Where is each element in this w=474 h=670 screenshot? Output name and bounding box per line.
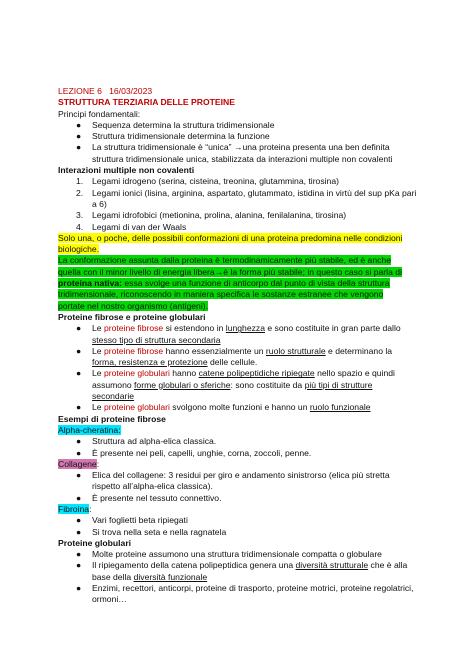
list-item-continuation: assumono forme globulari o sferiche: sono costituite da più tipi di strutture (92, 379, 373, 390)
bullet-icon: ● (76, 549, 82, 560)
list-item: ● Molte proteine assumono una struttura tridimensionale compatta o globulare (76, 549, 382, 560)
list-item: ● Le proteine globulari hanno catene polipeptidiche ripiegate nello spazio e quindi (76, 368, 395, 379)
bullet-icon: ● (76, 323, 82, 334)
green-highlight-line: La conformazione assunta dalla proteina è termodinamicamente più stabile, ed è anche (58, 255, 391, 266)
numbered-item-continuation: a 6) (92, 198, 107, 209)
bullet-icon: ● (76, 368, 82, 379)
bullet-icon: ● (76, 515, 82, 526)
bullet-icon: ● (76, 345, 82, 356)
list-item-continuation: rispetto all’alpha-elica classica). (92, 481, 213, 492)
bullet-icon: ● (76, 583, 82, 594)
bullet-icon: ● (76, 560, 82, 571)
document-page (58, 86, 418, 606)
list-item: ● Le proteine fibrose si estendono in lunghezza e sono costituite in gran parte dallo (76, 323, 401, 334)
list-item-continuation: struttura tridimensionale unica, stabilizzata da interazioni multiple non covalenti (92, 153, 393, 164)
native-protein-term: proteina nativa: (58, 278, 122, 289)
bullet-icon: ● (76, 526, 82, 537)
bullet-icon: ● (76, 119, 82, 130)
green-highlight-line: portate nel nostro organismo (antigeni). (58, 300, 208, 311)
numbered-item: 2. Legami ionici (lisina, arginina, aspartato, glutammato, istidina in virtù del sup pKa pari (76, 187, 417, 198)
collagen-label: Collagene: (58, 458, 100, 469)
list-item-continuation: ormoni… (92, 594, 127, 605)
list-item-continuation: forma, resistenza e protezione delle cellule. (92, 357, 258, 368)
list-item: ● Struttura tridimensionale determina la funzione (76, 131, 270, 142)
yellow-highlight-line: biologiche. (58, 244, 100, 255)
bullet-icon: ● (76, 470, 82, 481)
numbered-item: 4. Legami di van der Waals (76, 221, 187, 232)
list-item: ● Struttura ad alpha-elica classica. (76, 436, 217, 447)
list-item: ● È presente nel tessuto connettivo. (76, 492, 222, 503)
green-highlight-line: quella con il minor livello di energia libera→è la forma più stabile; in questo caso si parla di (58, 266, 402, 277)
bullet-icon: ● (76, 131, 82, 142)
green-highlight-line: proteina nativa: essa svolge una funzione di anticorpo dal punto di vista della struttura (58, 278, 390, 289)
bullet-icon: ● (76, 142, 82, 153)
fibrous-examples-heading: Esempi di proteine fibrose (58, 413, 166, 424)
list-item: ● Elica del collagene: 3 residui per giro e andamento sinistrorso (elica più stretta (76, 470, 390, 481)
bullet-icon: ● (76, 447, 82, 458)
list-item-continuation: secondarie (92, 391, 135, 402)
yellow-highlight-line: Solo una, o poche, delle possibili conformazioni di una proteina predomina nelle condizioni (58, 232, 403, 243)
page-title: STRUTTURA TERZIARIA DELLE PROTEINE (58, 97, 235, 108)
list-item: ● Si trova nella seta e nella ragnatela (76, 526, 227, 537)
list-item: ● Le proteine globulari svolgono molte funzioni e hanno un ruolo funzionale (76, 402, 371, 413)
lesson-header (58, 86, 418, 97)
list-item: ● Enzimi, recettori, anticorpi, proteine di trasporto, proteine motrici, proteine regolatrici, (76, 583, 414, 594)
list-item: ● Vari foglietti beta ripiegati (76, 515, 188, 526)
numbered-item: 1. Legami idrogeno (serina, cisteina, treonina, glutammina, tirosina) (76, 176, 339, 187)
interactions-heading: Interazioni multiple non covalenti (58, 165, 195, 176)
bullet-icon: ● (76, 402, 82, 413)
bullet-icon: ● (76, 436, 82, 447)
principles-heading: Principi fondamentali: (58, 108, 141, 119)
fibroin-label: Fibroina: (58, 503, 92, 514)
globular-heading: Proteine globulari (58, 537, 132, 548)
list-item: ● È presente nei peli, capelli, unghie, corna, zoccoli, penne. (76, 447, 312, 458)
alpha-keratin-label: Alpha-cheratina: (58, 424, 121, 435)
list-item: ● La struttura tridimensionale è “unica” →una proteina presenta una ben definita (76, 142, 390, 153)
list-item: ● Le proteine fibrose hanno essenzialmente un ruolo strutturale e determinano la (76, 345, 393, 356)
list-item-continuation: base della diversità funzionale (92, 571, 208, 582)
lesson-date: 16/03/2023 (109, 86, 153, 96)
list-item: ● Sequenza determina la struttura tridimensionale (76, 119, 275, 130)
bullet-icon: ● (76, 492, 82, 503)
numbered-item: 3. Legami idrofobici (metionina, prolina, alanina, fenilalanina, tirosina) (76, 210, 347, 221)
list-item-continuation: stesso tipo di struttura secondaria (92, 334, 221, 345)
list-item: ● Il ripiegamento della catena polipeptidica genera una diversità strutturale che è alla (76, 560, 408, 571)
lesson-number: LEZIONE 6 (58, 86, 102, 96)
green-highlight-line: tridimensionale, riconoscendo in maniera specifica le sostanze estranee che vengono (58, 289, 384, 300)
fibrous-globular-heading: Proteine fibrose e proteine globulari (58, 311, 206, 322)
